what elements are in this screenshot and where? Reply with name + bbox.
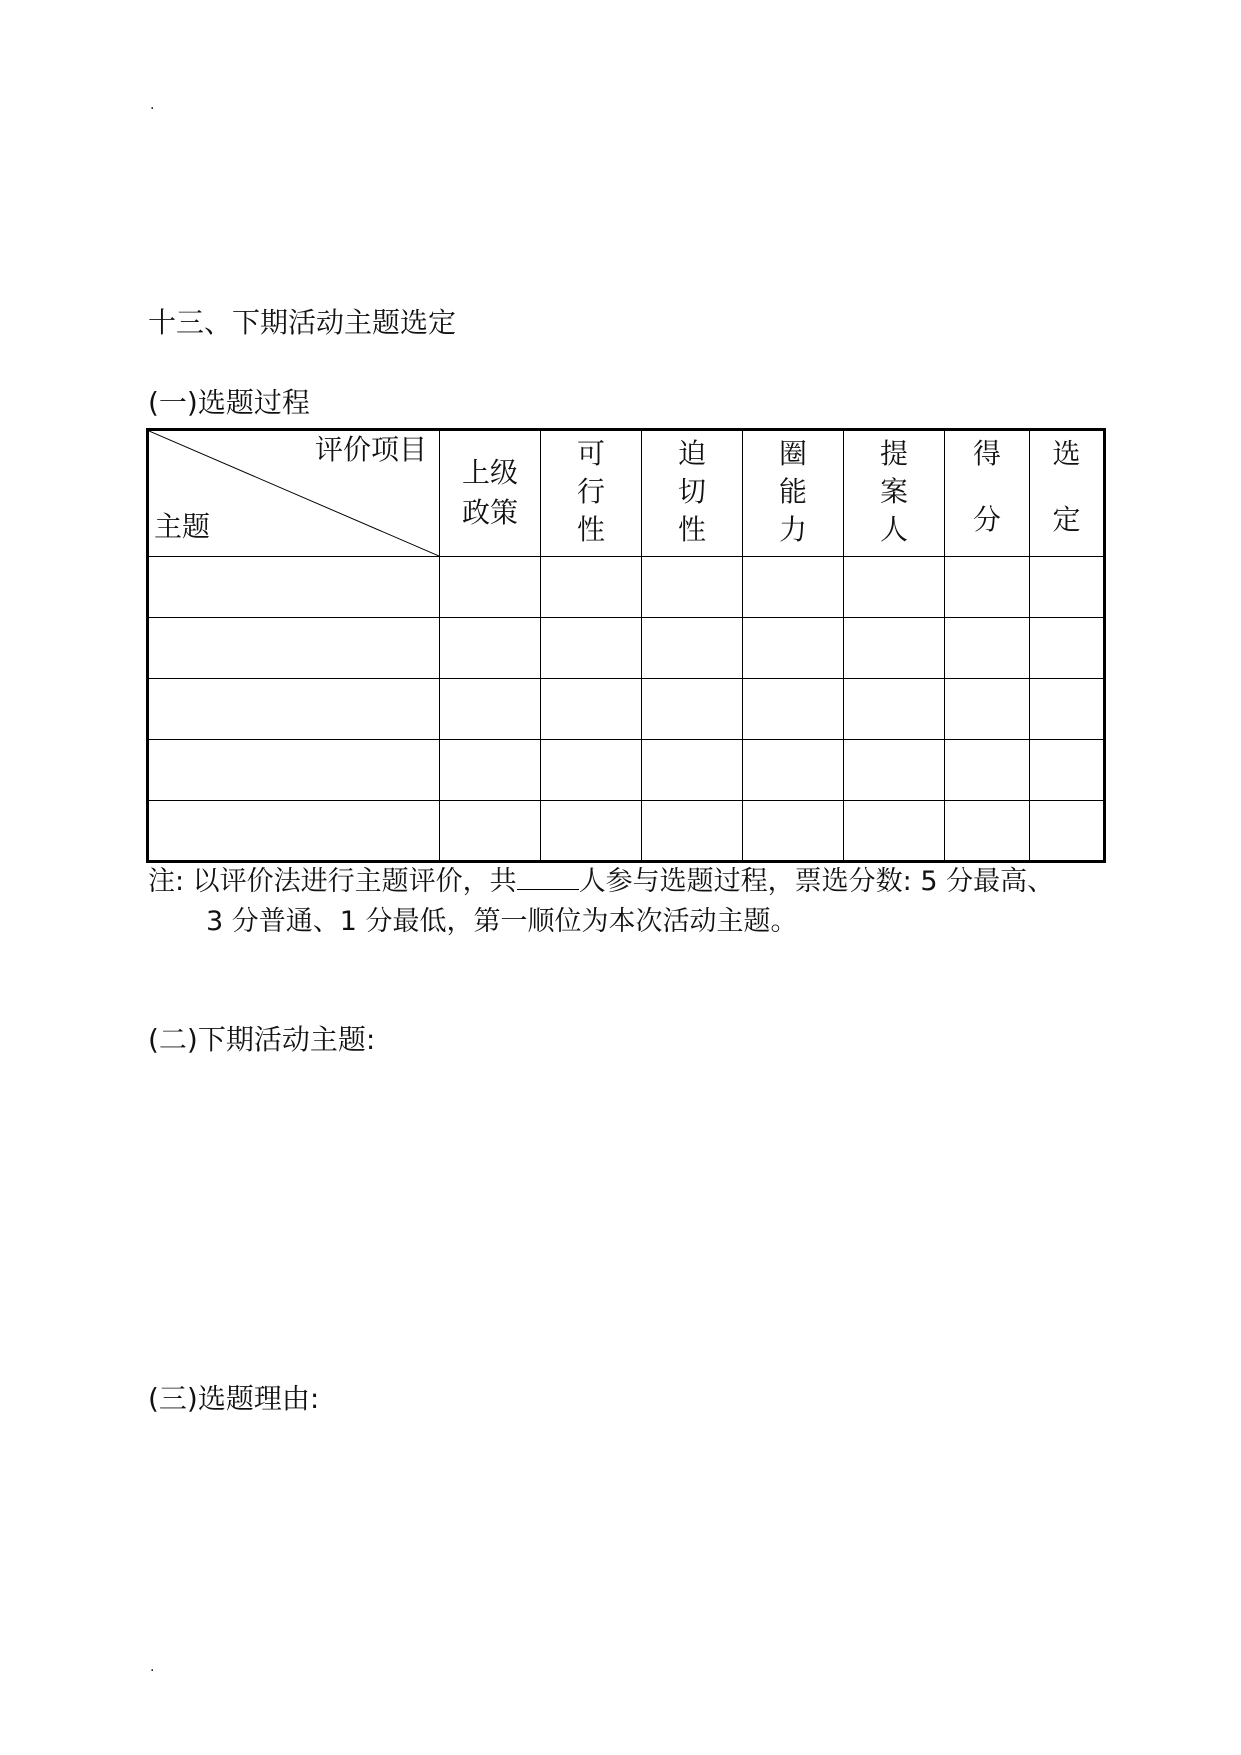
score-cell[interactable] [642, 740, 743, 801]
score-cell[interactable] [743, 801, 844, 862]
subsection-selection-process: (一)选题过程 [148, 386, 310, 419]
diagonal-header-cell [148, 430, 440, 557]
header-topic: 主题 [154, 510, 211, 543]
note-suffix: 人参与选题过程，票选分数: 5 分最高、 [578, 866, 1055, 897]
score-cell[interactable] [642, 801, 743, 862]
subsection-next-topic: (二)下期活动主题: [148, 1023, 376, 1056]
subsection-selection-reason: (三)选题理由: [148, 1382, 320, 1415]
score-cell[interactable] [541, 557, 642, 618]
score-cell[interactable] [844, 801, 945, 862]
score-cell[interactable] [541, 679, 642, 740]
header-evaluation-items: 评价项目 [314, 433, 427, 466]
score-cell[interactable] [844, 740, 945, 801]
header-circle-capability: 圈 能 力 [743, 430, 844, 557]
header-superior-policy: 上级 政策 [440, 430, 541, 557]
score-cell[interactable] [440, 679, 541, 740]
topic-cell[interactable] [148, 557, 440, 618]
score-cell[interactable] [1030, 801, 1105, 862]
note-line-2: 3 分普通、1 分最低，第一顺位为本次活动主题。 [206, 906, 798, 937]
score-cell[interactable] [743, 618, 844, 679]
topic-cell[interactable] [148, 740, 440, 801]
header-selected: 选 定 [1030, 430, 1105, 557]
score-cell[interactable] [844, 557, 945, 618]
table-note [148, 862, 1108, 942]
participant-count-blank[interactable] [517, 865, 579, 890]
score-cell[interactable] [1030, 618, 1105, 679]
score-cell[interactable] [440, 618, 541, 679]
score-cell[interactable] [1030, 740, 1105, 801]
score-cell[interactable] [440, 557, 541, 618]
table-header-row [148, 430, 1105, 557]
table-row [148, 801, 1105, 862]
score-cell[interactable] [844, 618, 945, 679]
section-title: 十三、下期活动主题选定 [148, 306, 457, 339]
header-proposer: 提 案 人 [844, 430, 945, 557]
page-marker-top: . [150, 97, 155, 113]
score-cell[interactable] [440, 801, 541, 862]
score-cell[interactable] [743, 740, 844, 801]
evaluation-table [146, 428, 1106, 863]
score-cell[interactable] [945, 618, 1030, 679]
score-cell[interactable] [440, 740, 541, 801]
score-cell[interactable] [541, 740, 642, 801]
page-marker-bottom: . [150, 1659, 155, 1675]
table-row [148, 679, 1105, 740]
topic-cell[interactable] [148, 679, 440, 740]
table-row [148, 557, 1105, 618]
table-row [148, 618, 1105, 679]
score-cell[interactable] [844, 679, 945, 740]
score-cell[interactable] [1030, 557, 1105, 618]
score-cell[interactable] [642, 557, 743, 618]
score-cell[interactable] [743, 679, 844, 740]
score-cell[interactable] [945, 740, 1030, 801]
header-score: 得 分 [945, 430, 1030, 557]
header-feasibility: 可 行 性 [541, 430, 642, 557]
header-urgency: 迫 切 性 [642, 430, 743, 557]
score-cell[interactable] [541, 801, 642, 862]
score-cell[interactable] [743, 557, 844, 618]
topic-cell[interactable] [148, 801, 440, 862]
score-cell[interactable] [642, 618, 743, 679]
score-cell[interactable] [945, 557, 1030, 618]
topic-cell[interactable] [148, 618, 440, 679]
note-prefix: 注: 以评价法进行主题评价，共 [148, 866, 517, 897]
table-body [148, 557, 1105, 862]
score-cell[interactable] [1030, 679, 1105, 740]
table-row [148, 740, 1105, 801]
score-cell[interactable] [541, 618, 642, 679]
score-cell[interactable] [945, 801, 1030, 862]
score-cell[interactable] [945, 679, 1030, 740]
score-cell[interactable] [642, 679, 743, 740]
